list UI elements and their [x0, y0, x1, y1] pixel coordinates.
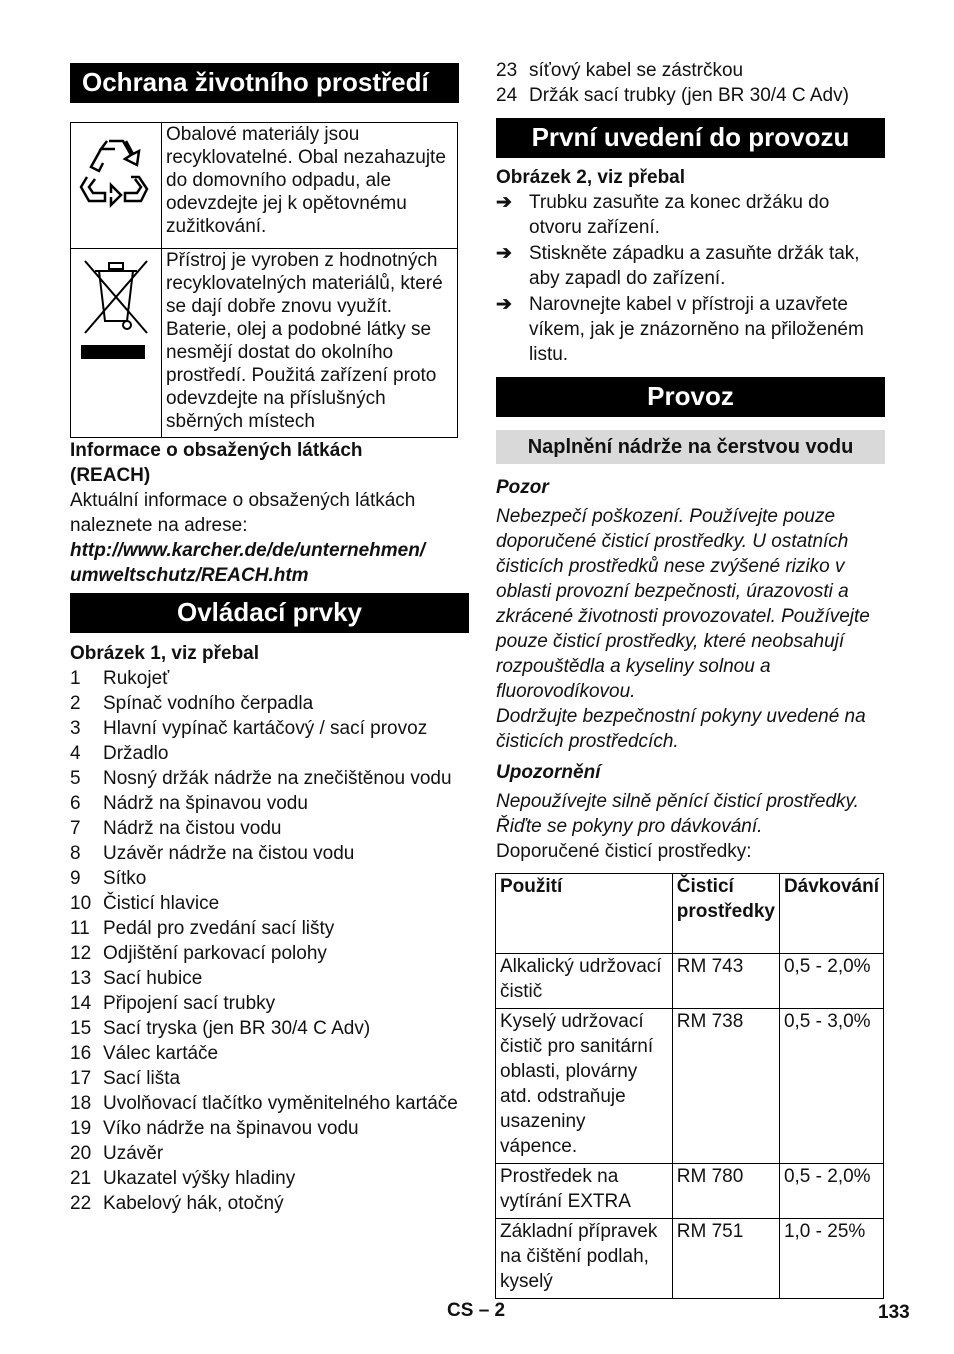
list-item-text: Hlavní vypínač kartáčový / sací provoz — [103, 718, 428, 739]
section-heading-operation: Provoz — [496, 377, 885, 417]
arrow-icon: ➔ — [496, 243, 512, 264]
cleaning-table-row — [496, 1009, 884, 1164]
cleaning-table-cell: Kyselý udržovací čistič pro sanitární oblasti, plovárny atd. odstraňuje usazeniny vápence. — [496, 1009, 673, 1164]
page-number: 133 — [878, 1302, 910, 1323]
list-item-text: Držák sací trubky (jen BR 30/4 C Adv) — [529, 85, 849, 106]
list-item-number: 17 — [70, 1068, 92, 1089]
controls-list — [70, 666, 465, 1216]
list-item — [70, 1041, 465, 1066]
list-item-number: 21 — [70, 1168, 92, 1189]
caution-paragraph-2: Dodržujte bezpečnostní pokyny uvedené na čisticích prostředcích. — [496, 706, 866, 752]
note-text: Nepoužívejte silně pěnící čisticí prostředky. Řiďte se pokyny pro dávkování. — [496, 791, 859, 837]
cleaning-agents-table — [495, 873, 884, 1299]
list-item — [70, 941, 465, 966]
list-item-text: Sítko — [103, 868, 147, 889]
header-usage: Použití — [496, 874, 673, 954]
footer-lang: CS — [447, 1300, 474, 1321]
list-item-number: 22 — [70, 1193, 92, 1214]
arrow-icon: ➔ — [496, 192, 512, 213]
list-item-text: Ukazatel výšky hladiny — [103, 1168, 296, 1189]
list-item — [70, 791, 465, 816]
list-item-text: Držadlo — [103, 743, 169, 764]
cleaning-table-cell: RM 751 — [672, 1219, 779, 1299]
cleaning-table-cell: RM 743 — [672, 954, 779, 1009]
list-item-text: Nosný držák nádrže na znečištěnou vodu — [103, 768, 452, 789]
list-item-number: 15 — [70, 1018, 92, 1039]
reach-url-line1[interactable]: http://www.karcher.de/de/unternehmen/ — [70, 540, 426, 561]
recommended-cleaners-label: Doporučené čisticí prostředky: — [496, 841, 752, 862]
environment-row-bin — [71, 249, 458, 438]
cleaning-table-row — [496, 1164, 884, 1219]
list-item-number: 14 — [70, 993, 92, 1014]
list-item-text: Připojení sací trubky — [103, 993, 276, 1014]
list-item-number: 3 — [70, 718, 81, 739]
first-use-step — [496, 241, 886, 291]
cleaning-table-cell: 0,5 - 2,0% — [779, 1164, 883, 1219]
list-item-number: 23 — [496, 60, 518, 81]
reach-heading — [70, 438, 470, 488]
list-item-text: Nádrž na špinavou vodu — [103, 793, 308, 814]
cleaning-table-cell: 0,5 - 3,0% — [779, 1009, 883, 1164]
recycle-icon-cell — [71, 123, 162, 249]
list-item — [70, 866, 465, 891]
list-item-text: Pedál pro zvedání sací lišty — [103, 918, 335, 939]
list-item — [496, 83, 886, 108]
list-item-text: Víko nádrže na špinavou vodu — [103, 1118, 359, 1139]
list-item — [70, 1091, 465, 1116]
environment-row-recycle — [71, 123, 458, 249]
recycle-icon — [71, 123, 161, 241]
cleaning-table-header — [496, 874, 884, 954]
list-item-text: Uzávěr — [103, 1143, 164, 1164]
list-item — [70, 1016, 465, 1041]
crossed-bin-icon — [71, 249, 161, 369]
list-item-number: 20 — [70, 1143, 92, 1164]
list-item — [70, 966, 465, 991]
first-use-step-text: Trubku zasuňte za konec držáku do otvoru zařízení. — [529, 192, 830, 238]
list-item — [70, 891, 465, 916]
note-label: Upozornění — [496, 762, 601, 783]
list-item-number: 6 — [70, 793, 81, 814]
list-item-text: Sací lišta — [103, 1068, 181, 1089]
list-item-number: 11 — [70, 918, 90, 939]
reach-url-line2[interactable]: umweltschutz/REACH.htm — [70, 565, 309, 586]
cleaning-table-cell: RM 738 — [672, 1009, 779, 1164]
list-item-text: Nádrž na čistou vodu — [103, 818, 282, 839]
list-item-number: 24 — [496, 85, 518, 106]
list-item — [70, 666, 465, 691]
first-use-subtitle: Obrázek 2, viz přebal — [496, 167, 686, 188]
list-item-number: 4 — [70, 743, 81, 764]
list-item-number: 18 — [70, 1093, 92, 1114]
list-item — [70, 1191, 465, 1216]
list-item-number: 7 — [70, 818, 81, 839]
reach-url[interactable] — [70, 538, 470, 588]
header-dosage: Dávkování — [779, 874, 883, 954]
list-item-number: 13 — [70, 968, 92, 989]
cleaning-table-cell: 0,5 - 2,0% — [779, 954, 883, 1009]
list-item-text: síťový kabel se zástrčkou — [529, 60, 744, 81]
reach-text: Aktuální informace o obsažených látkách naleznete na adrese: — [70, 490, 416, 536]
section-heading-first-use: První uvedení do provozu — [496, 118, 885, 158]
list-item-text: Čisticí hlavice — [103, 893, 220, 914]
list-item-text: Válec kartáče — [103, 1043, 219, 1064]
list-item — [70, 766, 465, 791]
first-use-steps — [496, 190, 886, 368]
list-item-number: 2 — [70, 693, 81, 714]
list-item — [70, 741, 465, 766]
cleaning-table-row — [496, 1219, 884, 1299]
cleaning-table-cell: Základní přípravek na čištění podlah, kyselý — [496, 1219, 673, 1299]
list-item-text: Kabelový hák, otočný — [103, 1193, 284, 1214]
footer-local-page: 2 — [494, 1300, 506, 1321]
cleaning-table-cell: Alkalický udržovací čistič — [496, 954, 673, 1009]
list-item — [70, 841, 465, 866]
controls-subtitle: Obrázek 1, viz přebal — [70, 643, 260, 664]
list-item — [70, 916, 465, 941]
list-item — [496, 58, 886, 83]
list-item-text: Sací tryska (jen BR 30/4 C Adv) — [103, 1018, 371, 1039]
footer-language-page — [447, 1298, 505, 1323]
environment-bin-text: Přístroj je vyroben z hodnotných recyklovatelných materiálů, které se dají dobře znovu využít. Baterie, olej a podobné látky se nesmějí dostat do okolního prostředí. Použitá zařízení proto odevzdejte na příslušných sběrných místech — [162, 249, 458, 438]
list-item-number: 10 — [70, 893, 92, 914]
caution-paragraph-1: Nebezpečí poškození. Používejte pouze doporučené čisticí prostředky. U ostatních čisticích prostředků nese zvýšené riziko v oblasti provozní bezpečnosti, úrazovosti a zkrácené životnosti provozovatel. Používejte pouze čisticí prostředky, které neobsahují rozpouštědla a kyseliny solnou a fluorovodíkovou. — [496, 506, 870, 702]
header-agent: Čisticí prostředky — [672, 874, 779, 954]
list-item — [70, 1166, 465, 1191]
cleaning-table-row — [496, 954, 884, 1009]
environment-table — [70, 122, 458, 438]
list-item — [70, 1141, 465, 1166]
first-use-step — [496, 190, 886, 240]
list-item-text: Uzávěr nádrže na čistou vodu — [103, 843, 355, 864]
bin-icon-cell — [71, 249, 162, 438]
cleaning-table-cell: RM 780 — [672, 1164, 779, 1219]
section-heading-controls: Ovládací prvky — [70, 593, 469, 633]
first-use-step-text: Stiskněte západku a zasuňte držák tak, aby zapadl do zařízení. — [529, 243, 860, 289]
list-item — [70, 1066, 465, 1091]
cleaning-table-cell: 1,0 - 25% — [779, 1219, 883, 1299]
first-use-step-text: Narovnejte kabel v přístroji a uzavřete víkem, jak je znázorněno na přiloženém listu. — [529, 294, 864, 365]
reach-heading-line1: Informace o obsažených látkách — [70, 440, 363, 461]
arrow-icon: ➔ — [496, 294, 512, 315]
list-item — [70, 691, 465, 716]
subsection-heading-fill-tank: Naplnění nádrže na čerstvou vodu — [496, 430, 885, 464]
footer-sep: – — [478, 1300, 490, 1321]
list-item-number: 1 — [70, 668, 81, 689]
list-item — [70, 716, 465, 741]
cleaning-table-cell: Prostředek na vytírání EXTRA — [496, 1164, 673, 1219]
list-item-number: 12 — [70, 943, 92, 964]
list-item — [70, 1116, 465, 1141]
list-item-number: 16 — [70, 1043, 92, 1064]
list-item-text: Rukojeť — [103, 668, 170, 689]
list-item-text: Odjištění parkovací polohy — [103, 943, 327, 964]
section-heading-environment: Ochrana životního prostředí — [70, 63, 459, 103]
list-item-text: Spínač vodního čerpadla — [103, 693, 314, 714]
list-item-number: 8 — [70, 843, 81, 864]
list-item — [70, 816, 465, 841]
caution-text — [496, 504, 884, 754]
list-item-number: 5 — [70, 768, 81, 789]
list-item-text: Sací hubice — [103, 968, 203, 989]
first-use-step — [496, 292, 886, 367]
list-item — [70, 991, 465, 1016]
reach-heading-line2: (REACH) — [70, 465, 151, 486]
caution-label: Pozor — [496, 477, 549, 498]
list-item-number: 19 — [70, 1118, 92, 1139]
environment-recycle-text: Obalové materiály jsou recyklovatelné. Obal nezahazujte do domovního odpadu, ale odevzdejte jej k opětovnému zužitkování. — [162, 123, 458, 249]
controls-list-continued — [496, 58, 886, 108]
list-item-number: 9 — [70, 868, 81, 889]
list-item-text: Uvolňovací tlačítko vyměnitelného kartáče — [103, 1093, 458, 1114]
